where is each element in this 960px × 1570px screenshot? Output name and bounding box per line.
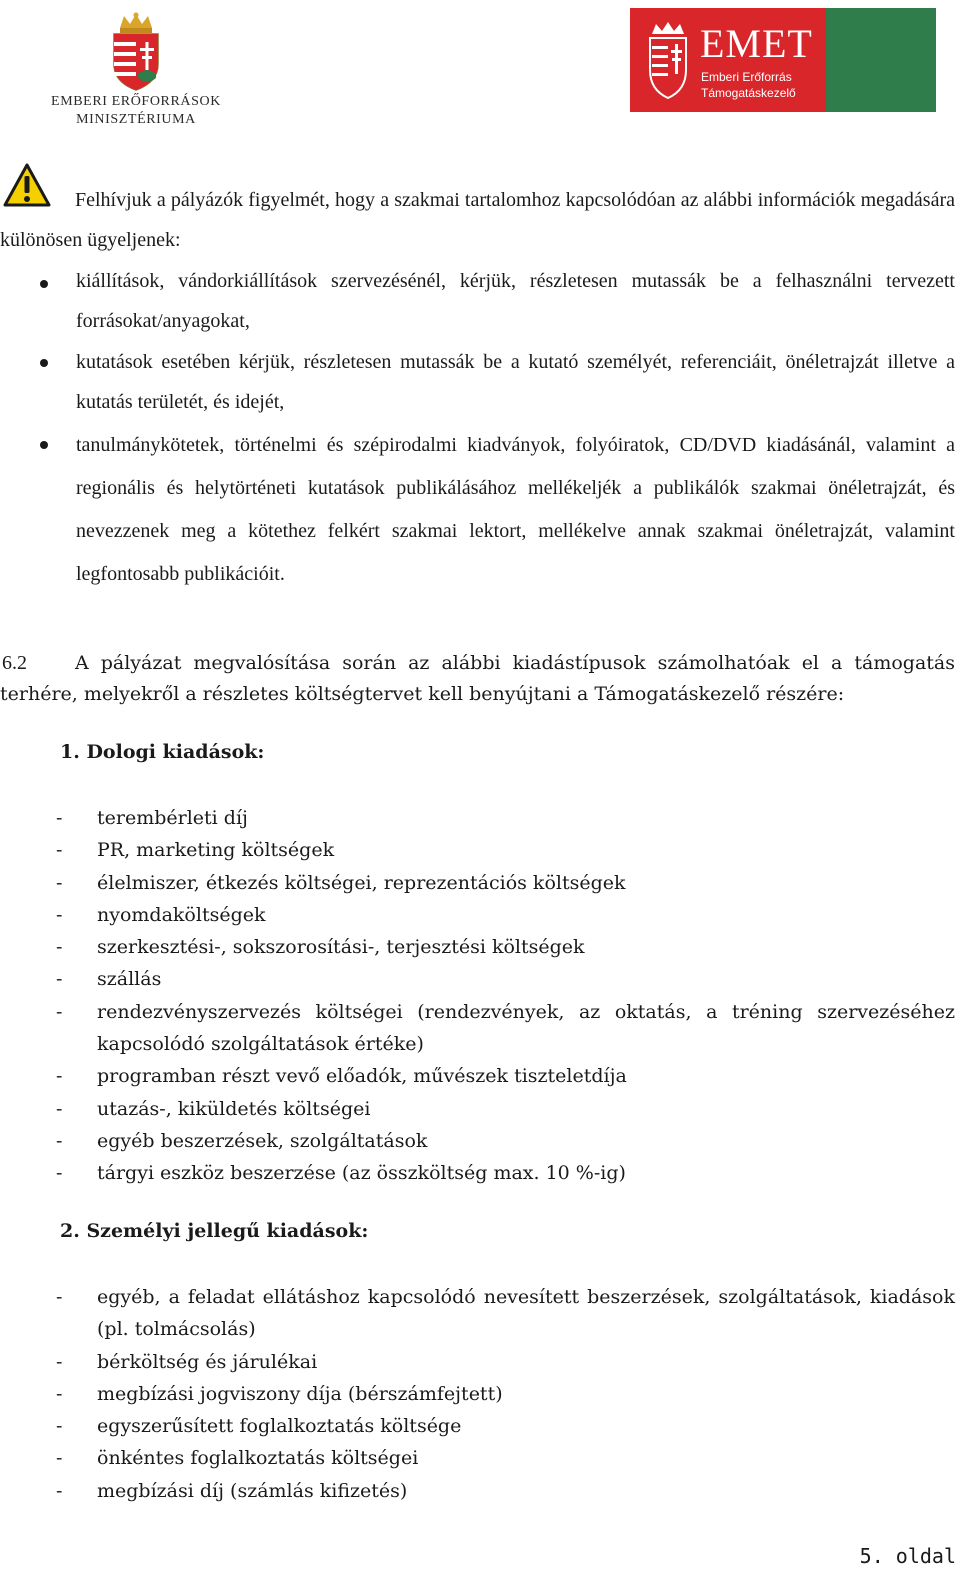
list-item: - megbízási díj (számlás kifizetés) [56,1479,408,1502]
emet-title: EMET [700,21,813,66]
ministry-name-line1: EMBERI ERŐFORRÁSOK [51,94,221,109]
category-heading-szemelyi: 2. Személyi jellegű kiadások: [60,1220,369,1242]
list-item: - egyéb beszerzések, szolgáltatások [56,1129,428,1152]
list-item: - szállás [56,968,162,991]
notice-bullet-3: tanulmánykötetek, történelmi és szépirodalmi kiadványok, folyóiratok, CD/DVD kiadásánál, valamint a regionális és helytörténeti kutatások publikálásához mellékeljék a publikálók szakmai önéletrajzát, és nevezzenek meg a kötethez felkért szakmai lektort, mellékelve annak szakmai önéletrajzát, valamint legfontosabb publikációit. [76,434,955,585]
list-item: - nyomdaköltségek [56,903,266,926]
list-item: - rendezvényszervezés költségei (rendezvények, az oktatás, a tréning szervezéséhez kapcsolódó szolgáltatások értéke) [56,1000,955,1056]
ministry-name-line2: MINISZTÉRIUMA [76,112,196,127]
emet-logo-green-panel [826,8,936,112]
notice-bullet-2: kutatások esetében kérjük, részletesen mutassák be a kutató személyét, referenciáit, önéletrajzát illetve a kutatás területét, és idejét, [76,351,955,413]
bullet-dot [40,359,48,367]
emet-coat-of-arms-icon [646,22,690,102]
list-item: - önkéntes foglalkoztatás költségei [56,1447,419,1470]
list-item: - programban részt vevő előadók, művészek tiszteletdíja [56,1065,627,1088]
emet-logo [630,8,936,112]
section-number: 6.2 [2,652,27,674]
notice-intro: Felhívjuk a pályázók figyelmét, hogy a szakmai tartalomhoz kapcsolódóan az alábbi információk megadására különösen ügyeljenek: [0,189,955,251]
ministry-logo [50,12,222,130]
list-item: - élelmiszer, étkezés költségei, reprezentációs költségek [56,871,626,894]
coat-of-arms-icon [50,12,222,92]
category-heading-dologi: 1. Dologi kiadások: [60,741,265,763]
szemelyi-list [56,1281,955,1507]
bullet-dot [40,441,48,449]
list-item: - szerkesztési-, sokszorosítási-, terjesztési költségek [56,936,585,959]
list-item: - megbízási jogviszony díja (bérszámfejtett) [56,1382,503,1405]
list-item: - bérköltség és járulékai [56,1350,318,1373]
emet-subtitle-line2: Támogatáskezelő [701,86,796,100]
dologi-list [56,802,955,1190]
list-item: - PR, marketing költségek [56,839,335,862]
list-item: - terembérleti díj [56,807,248,829]
list-item: - tárgyi eszköz beszerzése (az összköltség max. 10 %-ig) [56,1162,626,1185]
bullet-dot [40,280,48,288]
notice-bullet-1: kiállítások, vándorkiállítások szervezésénél, kérjük, részletesen mutassák be a felhasználni tervezett forrásokat/anyagokat, [76,270,955,332]
list-item: - egyéb, a feladat ellátáshoz kapcsolódó nevesített beszerzések, szolgáltatások, kiadások (pl. tolmácsolás) [56,1286,955,1341]
page-number: 5. oldal [859,1544,956,1568]
section-text: A pályázat megvalósítása során az alábbi kiadástípusok számolhatóak el a támogatás terhére, melyekről a részletes költségtervet kell benyújtani a Támogatáskezelő részére: [0,652,955,705]
emet-subtitle-line1: Emberi Erőforrás [701,70,792,84]
list-item: - egyszerűsített foglalkoztatás költsége [56,1415,462,1438]
list-item: - utazás-, kiküldetés költségei [56,1097,371,1120]
